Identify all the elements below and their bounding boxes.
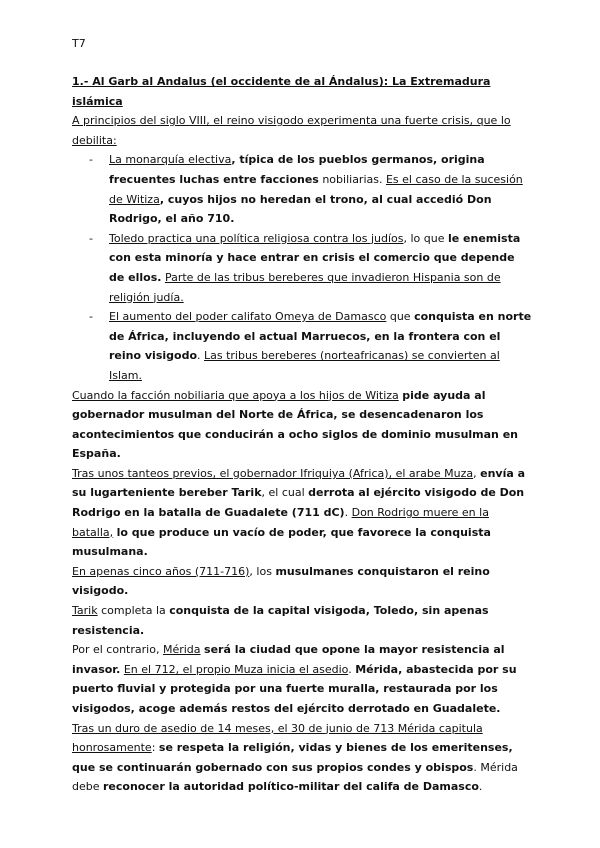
text-run: . Mérida debe (72, 760, 518, 794)
text-run: lo que produce un vacío de poder, que favorece la conquista musulmana. (72, 525, 491, 559)
text-run: se respeta la religión, vidas y bienes de los emeritenses, que se continuarán gobernado con sus propios condes y obispos (72, 741, 513, 774)
text-run: Es el caso de la sucesión de Witiza (109, 172, 523, 206)
text-run: , típica de los pueblos germanos, origina frecuentes luchas entre facciones (109, 153, 485, 186)
text-run: Don Rodrigo muere en la batalla, (72, 506, 489, 539)
text-run: . (478, 780, 483, 794)
text-run: El aumento del poder califato Omeya de Damasco (109, 310, 387, 324)
section-title-line-2: islámica (72, 94, 123, 108)
list-dash: - (89, 153, 93, 167)
text-run: , cuyos hijos no heredan el trono, al cual accedió Don Rodrigo, el año 710. (109, 192, 492, 226)
text-run: Por el contrario, (72, 643, 163, 657)
text-run: Parte de las tribus bereberes que invadieron Hispania son de religión judía. (109, 270, 501, 304)
list-item (72, 229, 532, 307)
list-dash: - (89, 231, 93, 245)
text-run: Tras unos tanteos previos, el gobernador Ifriquiya (Africa), el arabe Muza (72, 466, 474, 480)
paragraph-merida (72, 640, 532, 718)
text-run: musulmanes conquistaron el reino visigodo. (72, 564, 490, 598)
paragraph-conquest (72, 562, 532, 601)
list-item (72, 150, 532, 228)
text-run: . (344, 506, 352, 520)
text-run: Tarik (72, 604, 98, 618)
text-run: . (197, 349, 204, 363)
text-run: : (151, 741, 159, 755)
list-item (72, 307, 532, 385)
text-run: Las tribus bereberes (norteafricanas) se convierten al Islam. (109, 349, 500, 382)
text-run: En el 712, el propio Muza inicia el asedio (123, 662, 349, 676)
text-run: pide ayuda al gobernador musulman del Norte de África, se desencadenaron los acontecimientos que conducirán a ocho siglos de dominio musulman en España. (72, 388, 519, 461)
text-run: completa la (97, 604, 170, 618)
text-run: conquista de la capital visigoda, Toledo, sin apenas resistencia. (72, 604, 489, 637)
text-run: envía a su lugarteniente bereber Tarik (72, 466, 526, 500)
text-run: Mérida (162, 643, 201, 657)
paragraph-toledo (72, 601, 532, 640)
text-run: le enemista con esta minoría y hace entrar en crisis el comercio que depende de ellos. (109, 231, 521, 284)
crisis-causes-list (72, 150, 532, 385)
text-run: Toledo practica una política religiosa contra los judíos (109, 231, 404, 245)
text-run: La monarquía electiva (109, 153, 232, 167)
section-title (72, 72, 532, 111)
text-run: , los (249, 564, 276, 578)
text-run: nobiliarias. (318, 172, 386, 186)
intro-paragraph (72, 111, 532, 150)
section-title-line-1: 1.- Al Garb al Andalus (el occidente de al Ándalus): La Extremadura (72, 75, 491, 88)
text-run: será la ciudad que opone la mayor resistencia al invasor. (72, 643, 505, 676)
paragraph-witiza (72, 386, 532, 464)
text-run: que (386, 310, 415, 324)
text-run: conquista en norte de África, incluyendo el actual Marruecos, en la frontera con el reino visigodo (109, 310, 532, 363)
text-run: derrota al ejército visigodo de Don Rodrigo en la batalla de Guadalete (711 dC) (72, 486, 525, 520)
text-run: Tras un duro de asedio de 14 meses, el 30 de junio de 713 Mérida capitula honrosamente (72, 721, 483, 755)
document-body (72, 72, 532, 797)
text-run: Cuando la facción nobiliaria que apoya a los hijos de Witiza (72, 388, 399, 402)
text-run: Mérida, abastecida por su puerto fluvial y protegida por una fuerte muralla, restaurada por los visigodos, acoge además restos del ejército derrotado en Guadalete. (72, 662, 517, 715)
text-run: , lo que (403, 231, 448, 245)
text-run: , el cual (261, 486, 309, 500)
text-run: En apenas cinco años (711-716) (72, 564, 250, 578)
list-dash: - (89, 310, 93, 324)
paragraph-guadalete (72, 464, 532, 562)
page-header-label: T7 (72, 37, 86, 50)
intro-text: A principios del siglo VIII, el reino visigodo experimenta una fuerte crisis, que lo debilita: (72, 114, 511, 147)
text-run: , (473, 466, 481, 480)
text-run: . (348, 662, 356, 676)
paragraph-capitulation (72, 719, 532, 797)
text-run: reconocer la autoridad político-militar del califa de Damasco (103, 780, 479, 794)
